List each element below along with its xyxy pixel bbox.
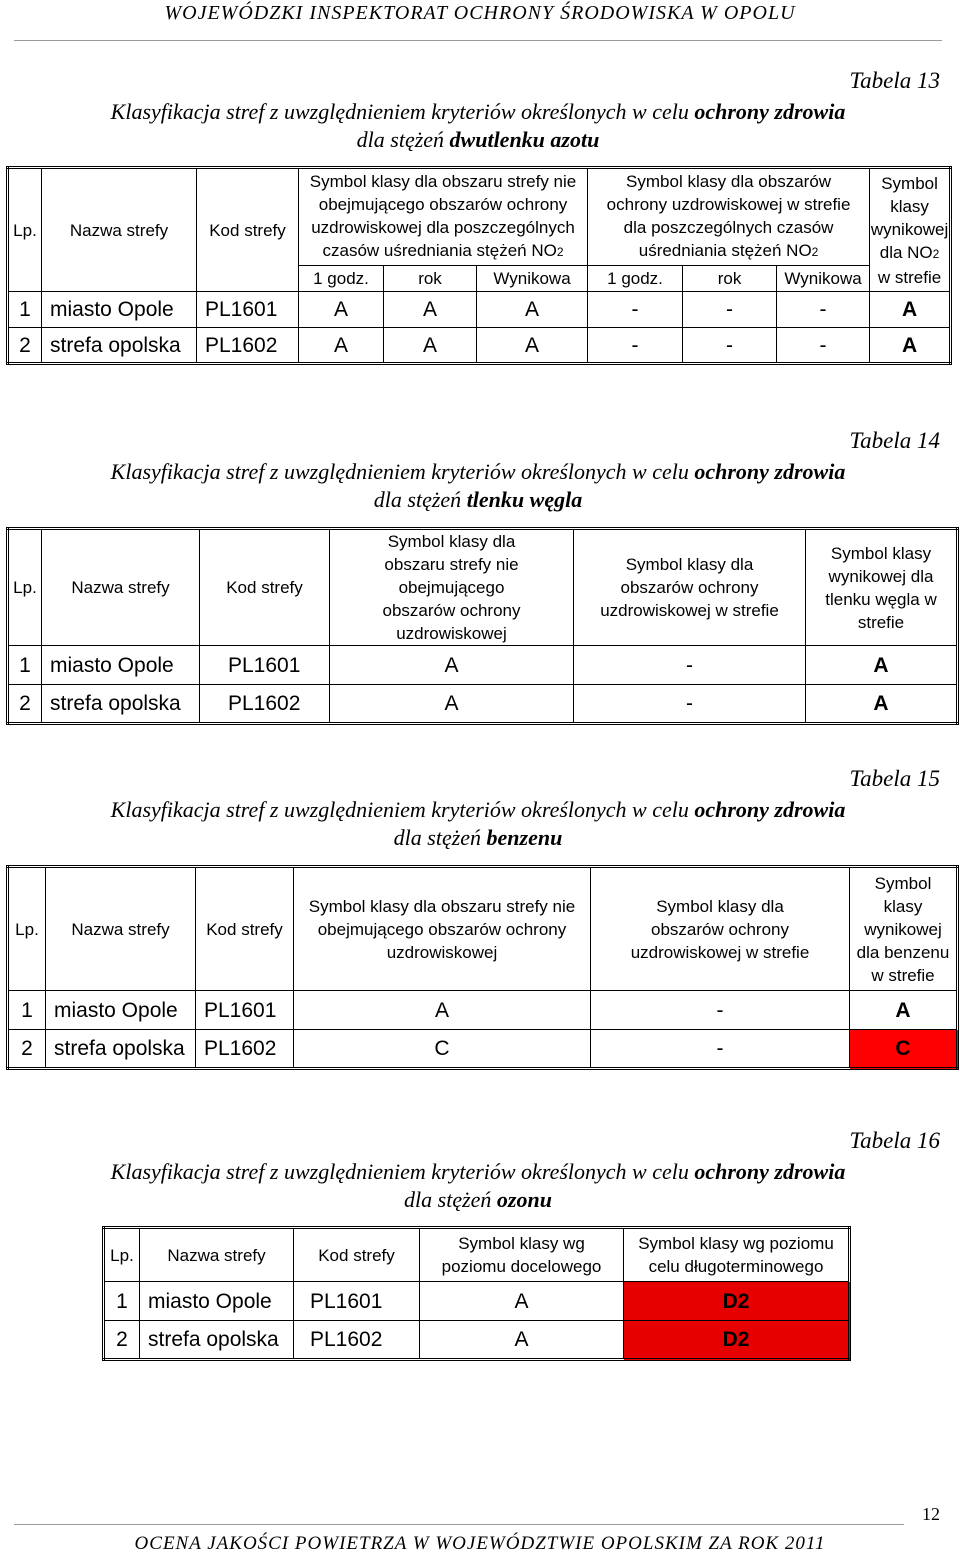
table13-caption [0, 98, 956, 154]
header-zone: Symbol klasy dla obszaru strefy nie obejmującego obszarów ochrony uzdrowiskowej [294, 867, 591, 991]
table-row: 1 miasto Opole PL1601 A - A [8, 646, 958, 685]
header-final: Symbol klasy wynikowej dla NO2 w strefie [870, 168, 951, 292]
table15 [6, 865, 959, 1070]
final-cell: A [850, 991, 958, 1030]
table15-label: Tabela 15 [849, 766, 940, 791]
header-name: Nazwa strefy [42, 168, 197, 292]
table-row: 2 strefa opolska PL1602 A D2 [104, 1321, 850, 1360]
subheader-result: Wynikowa [777, 266, 870, 292]
header-name: Nazwa strefy [46, 867, 196, 991]
header-target: Symbol klasy wg poziomu docelowego [420, 1228, 624, 1282]
header-final: Symbol klasy wynikowej dla benzenu w strefie [850, 867, 958, 991]
header-group-spa: Symbol klasy dla obszarów ochrony uzdrowiskowej w strefie dla poszczególnych czasów uśredniania stężeń NO2 [588, 168, 870, 266]
final-cell-exceeded: C [850, 1030, 958, 1069]
header-zone: Symbol klasy dla obszaru strefy nie obejmującego obszarów ochrony uzdrowiskowej [330, 529, 574, 646]
table14-label: Tabela 14 [849, 428, 940, 453]
header-code: Kod strefy [196, 867, 294, 991]
table14 [6, 527, 959, 725]
table-row: 2 strefa opolska PL1602 C - C [8, 1030, 958, 1069]
header-code: Kod strefy [294, 1228, 420, 1282]
header-lp: Lp. [8, 168, 42, 292]
table16 [102, 1226, 851, 1361]
caption-dla: dla stężeń [356, 127, 445, 152]
header-final: Symbol klasy wynikowej dla tlenku węgla w strefie [806, 529, 958, 646]
table13 [6, 166, 952, 365]
table14-caption: Klasyfikacja stref z uwzględnieniem kryteriów określonych w celu ochrony zdrowia dla stężeń tlenku węgla [110, 459, 846, 512]
page-number: 12 [922, 1504, 940, 1524]
header-spa: Symbol klasy dla obszarów ochrony uzdrowiskowej w strefie [574, 529, 806, 646]
subheader-1h: 1 godz. [299, 266, 384, 292]
subheader-year: rok [683, 266, 777, 292]
table-row: 1 miasto Opole PL1601 A D2 [104, 1282, 850, 1321]
table-row: 2 strefa opolska PL1602 A - A [8, 685, 958, 724]
table16-pollutant: ozonu [496, 1187, 552, 1212]
table13-label: Tabela 13 [849, 68, 940, 93]
longterm-cell-exceeded: D2 [624, 1282, 850, 1321]
table13-pollutant: dwutlenku azotu [449, 127, 600, 152]
header-group-zone: Symbol klasy dla obszaru strefy nie obejmującego obszarów ochrony uzdrowiskowej dla poszczególnych czasów uśredniania stężeń NO2 [299, 168, 588, 266]
page-footer: OCENA JAKOŚCI POWIETRZA W WOJEWÓDZTWIE OPOLSKIM ZA ROK 2011 [134, 1533, 826, 1554]
subheader-year: rok [384, 266, 477, 292]
header-rule [14, 40, 942, 41]
header-lp: Lp. [104, 1228, 140, 1282]
table15-caption: Klasyfikacja stref z uwzględnieniem kryteriów określonych w celu ochrony zdrowia dla stężeń benzenu [110, 797, 846, 850]
table16-label: Tabela 16 [849, 1128, 940, 1153]
subheader-result: Wynikowa [477, 266, 588, 292]
header-lp: Lp. [8, 867, 46, 991]
header-name: Nazwa strefy [140, 1228, 294, 1282]
table14-pollutant: tlenku węgla [466, 487, 583, 512]
header-longterm: Symbol klasy wg poziomu celu długoterminowego [624, 1228, 850, 1282]
footer-rule [14, 1524, 904, 1525]
header-lp: Lp. [8, 529, 42, 646]
table15-pollutant: benzenu [486, 825, 563, 850]
header-code: Kod strefy [200, 529, 330, 646]
caption-prefix: Klasyfikacja stref z uwzględnieniem kryteriów określonych w celu [110, 99, 689, 124]
longterm-cell-exceeded: D2 [624, 1321, 850, 1360]
header-spa: Symbol klasy dla obszarów ochrony uzdrowiskowej w strefie [591, 867, 850, 991]
subheader-1h: 1 godz. [588, 266, 683, 292]
table-row: 1 miasto Opole PL1601 A - A [8, 991, 958, 1030]
header-name: Nazwa strefy [42, 529, 200, 646]
table16-caption: Klasyfikacja stref z uwzględnieniem kryteriów określonych w celu ochrony zdrowia dla stężeń ozonu [110, 1159, 846, 1212]
header-code: Kod strefy [197, 168, 299, 292]
table-row: 2 strefa opolska PL1602 A A A - - - A [8, 328, 951, 364]
table-row: 1 miasto Opole PL1601 A A A - - - A [8, 292, 951, 328]
caption-bold: ochrony zdrowia [694, 99, 846, 124]
page-header: WOJEWÓDZKI INSPEKTORAT OCHRONY ŚRODOWISKA W OPOLU [164, 2, 796, 24]
